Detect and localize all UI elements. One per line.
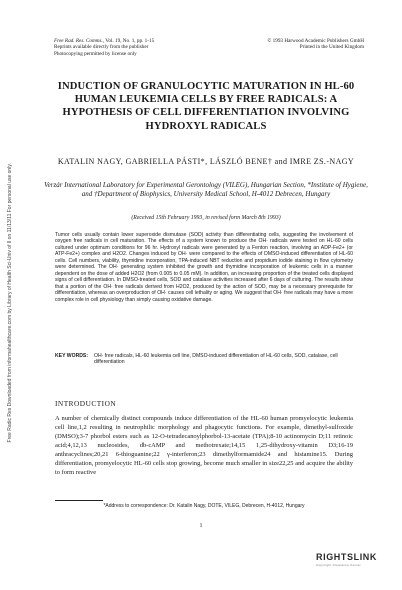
keywords-text: OH· free radicals, HL-60 leukemia cell line, DMSO-induced differentiation of HL-60 cells, SOD, catalase, cell differentiation xyxy=(94,353,338,366)
journal-volume: Vol. 19, No. 1, pp. 1-15 xyxy=(105,38,155,44)
journal-header xyxy=(54,38,154,57)
introduction-text: A number of chemically distinct compounds induce differentiation of the HL-60 human promyelocytic leukemia cell line,1,2 resulting in neutrophilic morphology and phagocytic functions. For example, dimethyl-sulfoxide (DMSO);3-7 phorbol esters such as 12-O-tetradecanoylphorbol-13-acetate (TPA);8-10 actinomycin D;11 retinoic acid;4,12,13 nucleosides, db-cAMP and methotrexate;14,15 1,25-dihydroxy-vitamin D3;16-19 anthracyclines;20,21 6-thioguanine;22 γ-interferon;23 dimethylformamide24 and histamine15. During differentiation, promyelocytic HL-60 cells stop growing, become much smaller in size22,25 and acquire the ability to form reactive xyxy=(55,415,353,476)
page-number: 1 xyxy=(199,523,203,529)
copyright-line: © 1993 Harwood Academic Publishers GmbH xyxy=(267,38,364,44)
footnote: *Address to correspondence: Dr. Katalin Nagy, DOTE, VILEG, Debrecen, H-4012, Hungary xyxy=(103,503,305,509)
keywords-label: KEY WORDS: xyxy=(55,353,89,359)
rightslink-logo[interactable] xyxy=(316,552,398,574)
section-heading: INTRODUCTION xyxy=(55,399,117,408)
side-margin-notice xyxy=(2,160,18,460)
journal-name: Free Rad. Res. Comms., xyxy=(54,38,105,44)
photocopy-line: Photocopying permitted by license only xyxy=(54,50,137,57)
logo-wordmark: RIGHTSLINK xyxy=(316,552,377,562)
download-notice: Free Radic Res Downloaded from informahealthcare.com by Library of Health Sci-Univ of Il on 11/13/11 For personal use only. xyxy=(7,163,14,443)
logo-tagline: Copyright Clearance Center xyxy=(316,563,361,567)
authors: KATALIN NAGY, GABRIELLA PÁSTI*, LÁSZLÓ BENE† and IMRE ZS.-NAGY xyxy=(57,157,355,166)
paper-title: INDUCTION OF GRANULOCYTIC MATURATION IN HL-60 HUMAN LEUKEMIA CELLS BY FREE RADICALS: A HYPOTHESIS OF CELL DIFFERENTIATION INVOLVING HYDROXYL RADICALS xyxy=(57,81,355,132)
footnote-rule xyxy=(55,500,103,501)
printed-line: Printed in the United Kingdom xyxy=(299,44,364,51)
received-date: (Received 15th February 1993, in revised form March 8th 1993) xyxy=(131,215,281,221)
copyright-header xyxy=(267,38,364,51)
affiliation: Verzár International Laboratory for Experimental Gerontology (VILEG), Hungarian Section, *Institute of Hygiene, and †Department of Biophysics, University Medical School, H-4012 Debrecen, Hungary xyxy=(44,181,368,198)
keywords-block xyxy=(55,353,353,366)
abstract: Tumor cells usually contain lower superoxide dismutase (SOD) activity than differentiating cells, suggesting the involvement of oxygen free radicals in cell maturation. The effects of a system known to produce the OH· radicals were tested on HL-60 cells cultured under optimum conditions for 96 hr. Hydroxyl radicals were generated by a Fenton reaction, involving an ADP-Fe2+ (or ATP-Fe2+) complex and H2O2. Changes induced by OH· were compared to the effects of DMSO-induced differentiation of HL-60 cells. Cell numbers, viability, thymidine incorporation, TPA-induced NBT reduction and propidium iodide staining in flow cytometry were determined. The OH· generating system inhibited the growth and thymidine incorporation of leukemic cells in a manner dependent on the dose of added H2O2 (from 0.005 to 0.05 mM). In addition, an increasing proportion of the treated cells displayed signs of cell differentiation. In DMSO-treated cells, SOD and catalase activities increased after 6 days of culturing. The results show that a portion of the OH· free radicals derived from H2O2, produced by the action of SOD, may be a necessary prerequisite for differentiation, whereas an overproduction of OH· causes cell lethality or aging. We suggest that OH· free radicals may have a more complex role in cell physiology than simply causing oxidative damage. xyxy=(55,232,353,303)
reprints-line: Reprints available directly from the publisher xyxy=(54,44,149,51)
